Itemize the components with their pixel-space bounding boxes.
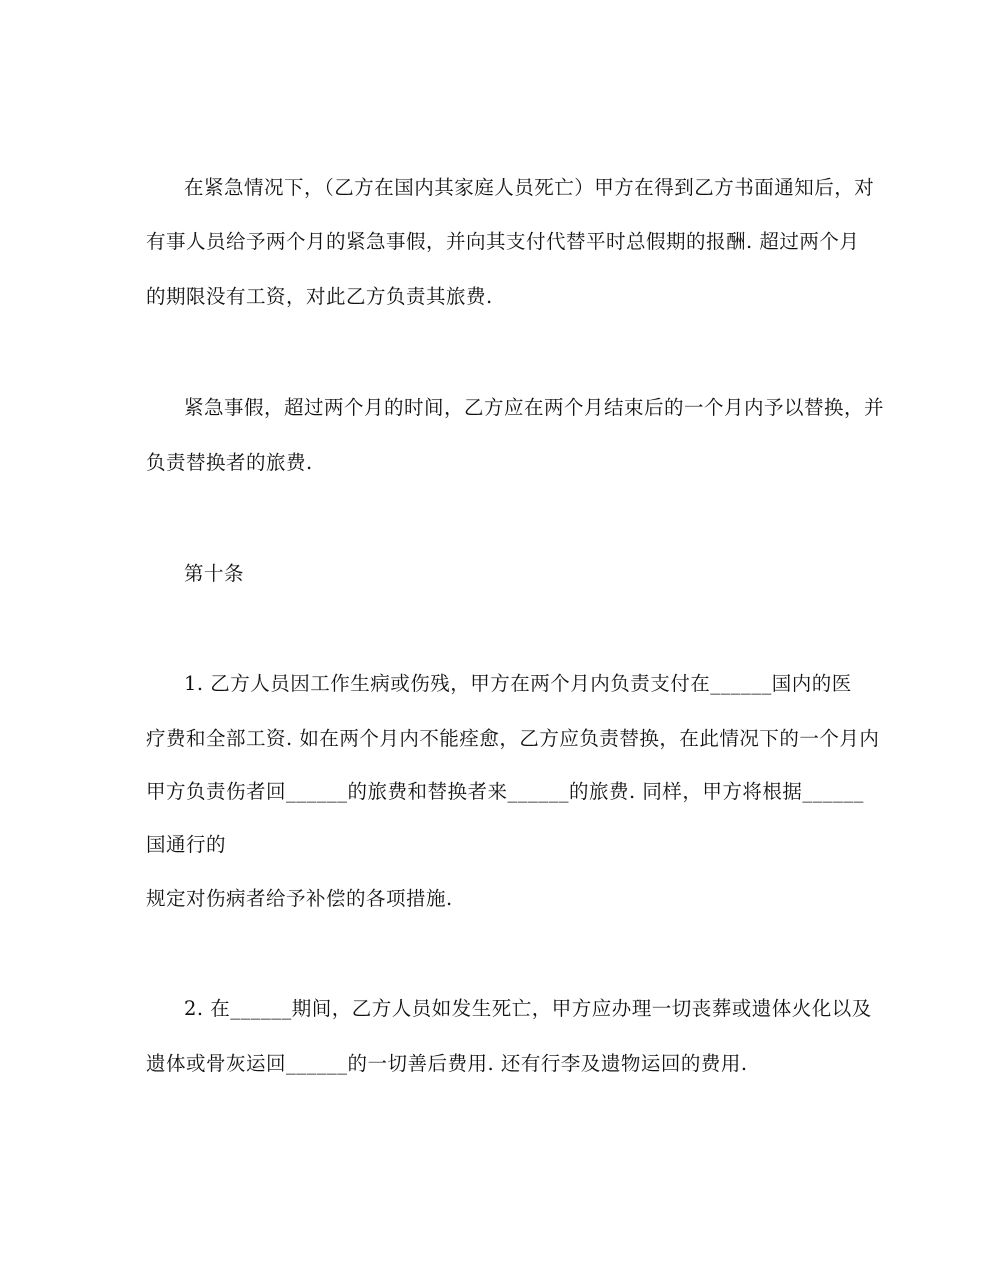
- text-line: 疗费和全部工资. 如在两个月内不能痊愈，乙方应负责替换，在此情况下的一个月内: [146, 727, 880, 750]
- text-line: 紧急事假，超过两个月的时间，乙方应在两个月结束后的一个月内予以替换，并: [184, 396, 885, 419]
- text-line: 规定对伤病者给予补偿的各项措施.: [146, 887, 453, 910]
- text-line: 2. 在______期间，乙方人员如发生死亡，甲方应办理一切丧葬或遗体火化以及: [184, 997, 872, 1020]
- text-line: 国通行的: [146, 833, 227, 856]
- text-line: 甲方负责伤者回______的旅费和替换者来______的旅费. 同样，甲方将根据______: [146, 780, 864, 803]
- text-line: 1. 乙方人员因工作生病或伤残，甲方在两个月内负责支付在______国内的医: [184, 672, 852, 695]
- article-title: 第十条: [184, 562, 245, 585]
- text-line: 在紧急情况下，（乙方在国内其家庭人员死亡）甲方在得到乙方书面通知后，对: [184, 176, 875, 199]
- text-line: 有事人员给予两个月的紧急事假，并向其支付代替平时总假期的报酬. 超过两个月: [146, 230, 860, 253]
- text-line: 的期限没有工资，对此乙方负责其旅费.: [146, 285, 493, 308]
- text-line: 遗体或骨灰运回______的一切善后费用. 还有行李及遗物运回的费用.: [146, 1052, 748, 1075]
- text-line: 负责替换者的旅费.: [146, 451, 313, 474]
